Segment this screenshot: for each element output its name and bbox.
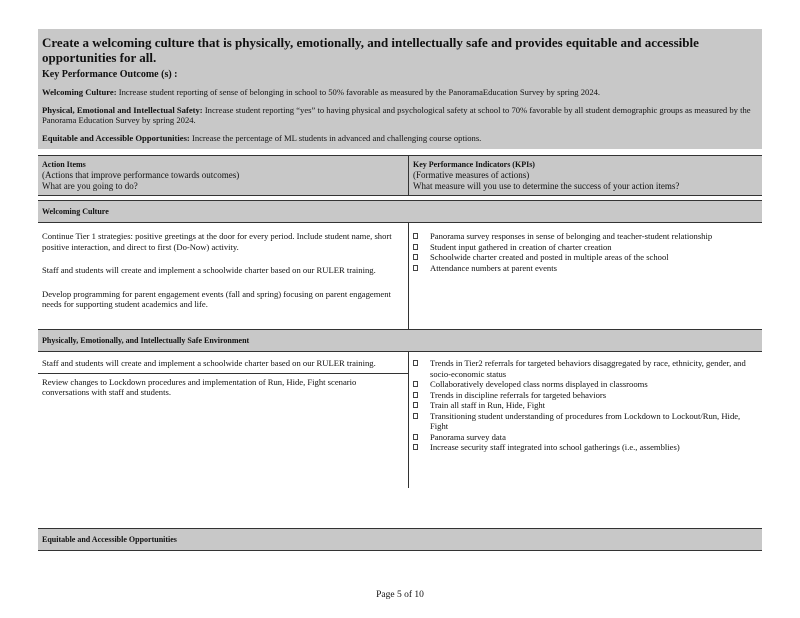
- action-item-box: [38, 374, 408, 401]
- bullet-box-icon: [413, 381, 418, 387]
- kpi-header: [408, 156, 762, 195]
- kpi-text: Panorama survey responses in sense of belonging and teacher-student relationship: [430, 231, 713, 241]
- section-title-safety: Physically, Emotionally, and Intellectually Safe Environment: [38, 329, 762, 352]
- kpi-item: [413, 252, 758, 263]
- kpo-label: Key Performance Outcome (s) :: [42, 69, 178, 80]
- page-number: Page 5 of 10: [376, 590, 424, 600]
- section-title-equity: Equitable and Accessible Opportunities: [38, 528, 762, 551]
- kpi-item: [413, 263, 758, 274]
- kpi-item: [413, 358, 758, 379]
- kpi-cell: [408, 223, 762, 329]
- action-items-header: [38, 156, 408, 195]
- goal-text: Increase the percentage of ML students in advanced and challenging course options.: [191, 132, 482, 143]
- column-label: Key Performance Indicators (KPIs): [413, 160, 535, 169]
- kpi-text: Trends in discipline referrals for targeted behaviors: [430, 389, 607, 400]
- section-row-welcoming: [38, 223, 762, 329]
- kpi-text: Panorama survey data: [430, 431, 506, 442]
- column-question: What measure will you use to determine the success of your action items?: [413, 181, 680, 191]
- kpi-cell: [408, 352, 762, 488]
- goal-text: Increase student reporting “yes” to having physical and psychological safety at school to 70% favorable by all student demographic groups as measured by the Panorama Education Survey by spring 2024.: [42, 104, 751, 125]
- blank-area: [38, 488, 762, 528]
- goal-label: Equitable and Accessible Opportunities:: [42, 132, 190, 143]
- action-items-cell: [38, 352, 408, 488]
- section-row-safety: [38, 352, 762, 488]
- bullet-box-icon: [413, 360, 418, 366]
- document-page: [38, 29, 762, 551]
- kpi-item: [413, 432, 758, 443]
- bullet-box-icon: [413, 254, 418, 260]
- bullet-box-icon: [413, 444, 418, 450]
- kpi-text: Attendance numbers at parent events: [430, 262, 557, 273]
- kpi-item: [413, 442, 758, 453]
- action-items-cell: [38, 223, 408, 329]
- bullet-box-icon: [413, 392, 418, 398]
- kpi-item: [413, 231, 758, 242]
- bullet-box-icon: [413, 434, 418, 440]
- kpi-text: Trends in Tier2 referrals for targeted behaviors disaggregated by race, ethnicity, gender, and socio-economic status: [430, 358, 746, 379]
- column-label: Action Items: [42, 160, 86, 169]
- action-item: Continue Tier 1 strategies: positive greetings at the door for every period. Include student name, short positive interaction, and direct to first (Do-Now) activity.: [42, 231, 392, 252]
- column-header-row: [38, 155, 762, 196]
- action-item: Review changes to Lockdown procedures and implementation of Run, Hide, Fight scenario conversations with staff and students.: [42, 376, 357, 397]
- bullet-box-icon: [413, 244, 418, 250]
- goal-label: Welcoming Culture:: [42, 87, 117, 97]
- page-title: Create a welcoming culture that is physically, emotionally, and intellectually safe and provides equitable and accessible opportunities for all.: [42, 35, 699, 65]
- column-subtitle: (Formative measures of actions): [413, 170, 530, 180]
- kpi-list: [413, 231, 758, 273]
- action-item: Staff and students will create and implement a schoolwide charter based on our RULER training.: [42, 265, 376, 275]
- kpi-item: [413, 379, 758, 390]
- bullet-box-icon: [413, 265, 418, 271]
- goal-equity: [42, 133, 758, 144]
- bullet-box-icon: [413, 413, 418, 419]
- kpi-item: [413, 400, 758, 411]
- action-item: Develop programming for parent engagement events (fall and spring) focusing on parent engagement needs for supporting student academics and life.: [42, 288, 391, 309]
- kpi-text: Transitioning student understanding of procedures from Lockdown to Lockout/Run, Hide, Fight: [430, 410, 741, 431]
- kpi-text: Increase security staff integrated into school gatherings (i.e., assemblies): [430, 442, 680, 452]
- goal-label: Physical, Emotional and Intellectual Safety:: [42, 104, 203, 115]
- kpi-item: [413, 242, 758, 253]
- action-item: Staff and students will create and implement a schoolwide charter based on our RULER training.: [42, 358, 376, 368]
- section-title-welcoming: Welcoming Culture: [38, 200, 762, 223]
- kpi-item: [413, 411, 758, 432]
- kpi-text: Collaboratively developed class norms displayed in classrooms: [430, 379, 648, 389]
- kpi-text: Student input gathered in creation of charter creation: [430, 241, 612, 252]
- kpi-text: Schoolwide charter created and posted in multiple areas of the school: [430, 252, 669, 262]
- goal-text: Increase student reporting of sense of belonging in school to 50% favorable as measured by the PanoramaEducation Survey by spring 2024.: [118, 87, 601, 97]
- bullet-box-icon: [413, 402, 418, 408]
- column-question: What are you going to do?: [42, 181, 138, 191]
- header-box: [38, 29, 762, 149]
- goal-welcoming: [42, 87, 758, 98]
- kpi-text: Train all staff in Run, Hide, Fight: [430, 400, 546, 410]
- kpi-item: [413, 390, 758, 401]
- kpi-list: [413, 358, 758, 453]
- goal-safety: [42, 105, 758, 126]
- action-item-box: [38, 352, 408, 374]
- column-subtitle: (Actions that improve performance towards outcomes): [42, 170, 240, 180]
- bullet-box-icon: [413, 233, 418, 239]
